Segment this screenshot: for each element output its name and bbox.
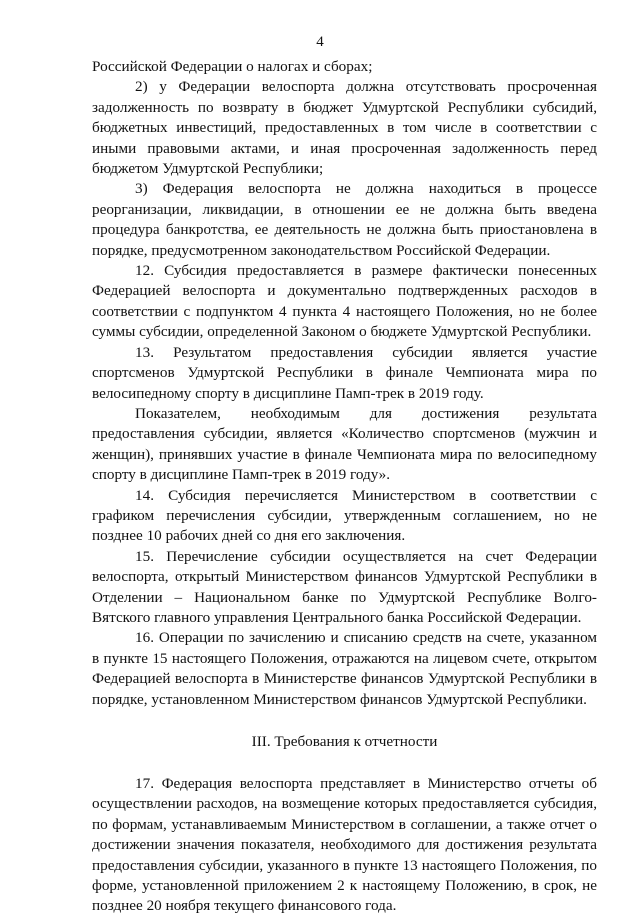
paragraph-item-2: 2) у Федерации велоспорта должна отсутствовать просроченная задолженность по возврату в бюджет Удмуртской Республики субсидий, бюджетных инвестиций, предоставленных в том числе в соответствии с иными правовыми актами, и иная просроченная задолженность перед бюджетом Удмуртской Республики;	[92, 78, 597, 178]
paragraph-indicator: Показателем, необходимым для достижения результата предоставления субсидии, является «Количество спортсменов (мужчин и женщин), принявших участие в финале Чемпионата мира по велосипедному спорту в дисциплине Памп-трек в 2019 году».	[92, 404, 597, 484]
paragraph-15: 15. Перечисление субсидии осуществляется на счет Федерации велоспорта, открытый Министерством финансов Удмуртской Республики в Отделении – Национальном банке по Удмуртской Республике Волго-Вятского главного управления Центрального банка Российской Федерации.	[92, 547, 597, 626]
paragraph-16: 16. Операции по зачислению и списанию средств на счете, указанном в пункте 15 настоящего Положения, отражаются на лицевом счете, открытом Федерацией велоспорта в Министерстве финансов Удмуртской Республики в порядке, установленном Министерством финансов Удмуртской Республики.	[92, 629, 597, 708]
section-heading: III. Требования к отчетности	[251, 733, 438, 750]
paragraph-12: 12. Субсидия предоставляется в размере фактически понесенных Федерацией велоспорта и документально подтвержденных расходов в соответствии с подпунктом 4 пункта 4 настоящего Положения, но не более суммы субсидии, определенной Законом о бюджете Удмуртской Республики.	[92, 262, 597, 341]
paragraph-14: 14. Субсидия перечисляется Министерством в соответствии с графиком перечисления субсидии, утвержденным соглашением, но не позднее 10 рабочих дней со дня его заключения.	[92, 486, 597, 545]
paragraph-17: 17. Федерация велоспорта представляет в Министерство отчеты об осуществлении расходов, на возмещение которых предоставляется субсидия, по формам, устанавливаемым Министерством в соглашении, а также отчет о достижении значения показателя, необходимого для достижения результата предоставления субсидии, указанного в пункте 13 настоящего Положения, по форме, установленной приложением 2 к настоящему Положению, в срок, не позднее 20 ноября текущего финансового года.	[92, 775, 597, 915]
document-body	[92, 57, 597, 917]
paragraph-continuation: Российской Федерации о налогах и сборах;	[92, 58, 373, 75]
page-number: 4	[316, 34, 324, 50]
paragraph-13: 13. Результатом предоставления субсидии является участие спортсменов Удмуртской Республики в финале Чемпионата мира по велосипедному спорту в дисциплине Памп-трек в 2019 году.	[92, 343, 597, 402]
paragraph-item-3: 3) Федерация велоспорта не должна находиться в процессе реорганизации, ликвидации, в отношении ее не должна быть введена процедура банкротства, ее деятельность не должна быть приостановлена в порядке, предусмотренном законодательством Российской Федерации.	[92, 180, 597, 259]
